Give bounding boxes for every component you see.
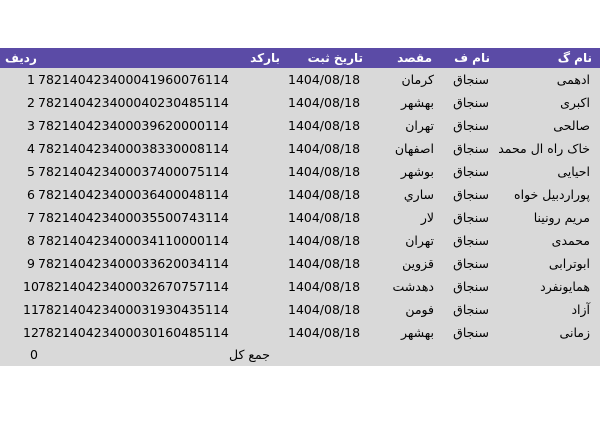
cell-row-number: 3	[27, 118, 35, 133]
header-last-name: نام ف	[454, 51, 490, 65]
cell-reg-date: 1404/08/18	[288, 141, 361, 156]
cell-reg-date: 1404/08/18	[288, 118, 361, 133]
cell-reg-date: 1404/08/18	[288, 233, 361, 248]
cell-barcode: 782140423400031930435114	[38, 302, 229, 317]
cell-barcode: 782140423400032670757114	[38, 279, 229, 294]
cell-row-number: 11	[23, 302, 39, 317]
table-row	[0, 114, 600, 137]
header-name: نام گ	[557, 51, 592, 65]
cell-name: زمانی	[559, 325, 590, 340]
cell-destination: بوشهر	[400, 164, 434, 179]
cell-reg-date: 1404/08/18	[288, 279, 361, 294]
cell-destination: لار	[420, 210, 434, 225]
cell-barcode: 782140423400040230485114	[38, 95, 229, 110]
cell-barcode: 782140423400033620034114	[38, 256, 229, 271]
cell-destination: اصفهان	[394, 141, 434, 156]
report-table	[0, 48, 600, 366]
cell-last-name: سنجاق	[453, 187, 489, 202]
table-footer	[0, 344, 600, 366]
header-destination: مقصد	[397, 51, 432, 65]
cell-row-number: 8	[27, 233, 35, 248]
cell-destination: فومن	[405, 302, 434, 317]
cell-row-number: 6	[27, 187, 35, 202]
table-row	[0, 160, 600, 183]
header-row-number: ردیف	[5, 51, 37, 65]
cell-last-name: سنجاق	[453, 302, 489, 317]
total-label: جمع کل	[229, 347, 270, 362]
cell-row-number: 10	[23, 279, 39, 294]
cell-row-number: 9	[27, 256, 35, 271]
cell-last-name: سنجاق	[453, 72, 489, 87]
cell-last-name: سنجاق	[453, 164, 489, 179]
cell-name: همایونفرد	[540, 279, 590, 294]
cell-last-name: سنجاق	[453, 118, 489, 133]
cell-destination: ساري	[403, 187, 434, 202]
table-body	[0, 68, 600, 344]
cell-name: آزاد	[571, 302, 590, 317]
cell-destination: قزوین	[402, 256, 434, 271]
table-row	[0, 206, 600, 229]
cell-barcode: 782140423400035500743114	[38, 210, 229, 225]
cell-reg-date: 1404/08/18	[288, 95, 361, 110]
table-row	[0, 321, 600, 344]
cell-row-number: 4	[27, 141, 35, 156]
table-row	[0, 252, 600, 275]
table-row	[0, 137, 600, 160]
cell-name: صالحی	[553, 118, 590, 133]
table-row	[0, 91, 600, 114]
cell-destination: تهران	[405, 118, 434, 133]
cell-last-name: سنجاق	[453, 256, 489, 271]
cell-barcode: 782140423400030160485114	[38, 325, 229, 340]
cell-barcode: 782140423400037400075114	[38, 164, 229, 179]
cell-barcode: 782140423400039620000114	[38, 118, 229, 133]
header-barcode: بارکد	[250, 51, 280, 65]
cell-barcode: 782140423400041960076114	[38, 72, 229, 87]
cell-reg-date: 1404/08/18	[288, 72, 361, 87]
cell-name: ادهمی	[556, 72, 590, 87]
cell-destination: بهشهر	[400, 325, 434, 340]
cell-name: پوراردبیل خواه	[514, 187, 590, 202]
cell-name: ابوترابی	[548, 256, 590, 271]
cell-name: محمدی	[551, 233, 590, 248]
cell-barcode: 782140423400038330008114	[38, 141, 229, 156]
cell-name: مریم رونینا	[533, 210, 590, 225]
total-value: 0	[30, 347, 38, 362]
cell-last-name: سنجاق	[453, 95, 489, 110]
cell-reg-date: 1404/08/18	[288, 325, 361, 340]
cell-barcode: 782140423400036400048114	[38, 187, 229, 202]
cell-last-name: سنجاق	[453, 325, 489, 340]
table-row	[0, 298, 600, 321]
cell-row-number: 7	[27, 210, 35, 225]
cell-destination: کرمان	[401, 72, 434, 87]
cell-reg-date: 1404/08/18	[288, 210, 361, 225]
header-reg-date: تاریخ ثبت	[307, 51, 363, 65]
cell-destination: تهران	[405, 233, 434, 248]
table-row	[0, 68, 600, 91]
cell-row-number: 1	[27, 72, 35, 87]
cell-reg-date: 1404/08/18	[288, 187, 361, 202]
cell-reg-date: 1404/08/18	[288, 302, 361, 317]
cell-row-number: 2	[27, 95, 35, 110]
cell-last-name: سنجاق	[453, 279, 489, 294]
cell-reg-date: 1404/08/18	[288, 256, 361, 271]
cell-last-name: سنجاق	[453, 210, 489, 225]
cell-destination: بهشهر	[400, 95, 434, 110]
cell-row-number: 12	[23, 325, 39, 340]
table-row	[0, 275, 600, 298]
cell-last-name: سنجاق	[453, 233, 489, 248]
cell-name: احیایی	[557, 164, 590, 179]
cell-destination: دهدشت	[392, 279, 434, 294]
cell-barcode: 782140423400034110000114	[38, 233, 229, 248]
cell-last-name: سنجاق	[453, 141, 489, 156]
cell-row-number: 5	[27, 164, 35, 179]
table-row	[0, 229, 600, 252]
table-row	[0, 183, 600, 206]
table-header	[0, 48, 600, 68]
cell-reg-date: 1404/08/18	[288, 164, 361, 179]
cell-name: خاک راه ال محمد	[498, 141, 590, 156]
cell-name: اکبری	[560, 95, 590, 110]
